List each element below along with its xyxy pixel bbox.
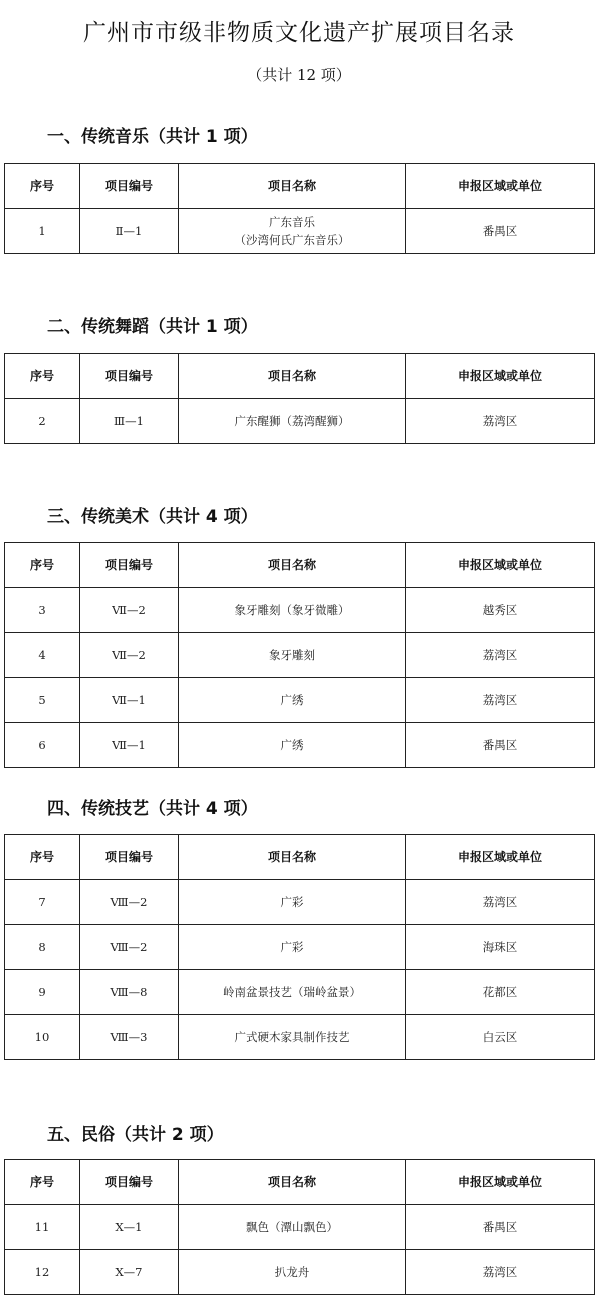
header-code: 项目编号 [80,835,179,880]
header-name: 项目名称 [179,1160,406,1205]
cell-name: 广东醒狮（荔湾醒狮） [179,399,406,444]
cell-name-sub: （沙湾何氏广东音乐） [234,233,350,247]
cell-name: 广彩 [179,880,406,925]
cell-serial: 11 [5,1205,80,1250]
cell-serial: 5 [5,678,80,723]
cell-name: 广绣 [179,678,406,723]
cell-code: Ⅷ—3 [80,1015,179,1060]
cell-unit: 荔湾区 [406,399,595,444]
header-serial: 序号 [5,543,80,588]
table-row [5,399,595,444]
cell-code: Ⅶ—2 [80,633,179,678]
table-traditional-music [4,163,595,254]
table-header-row [5,354,595,399]
cell-code: Ⅲ—1 [80,399,179,444]
cell-name: 广绣 [179,723,406,768]
cell-name: 广彩 [179,925,406,970]
table-header-row [5,164,595,209]
cell-unit: 荔湾区 [406,880,595,925]
cell-code: Ⅷ—8 [80,970,179,1015]
header-unit: 申报区域或单位 [406,543,595,588]
cell-name: 扒龙舟 [179,1250,406,1295]
header-unit: 申报区域或单位 [406,1160,595,1205]
header-serial: 序号 [5,354,80,399]
section-heading-traditional-art: 三、传统美术（共计 4 项） [47,507,258,527]
section-heading-traditional-craft: 四、传统技艺（共计 4 项） [47,799,258,819]
header-serial: 序号 [5,835,80,880]
cell-unit: 白云区 [406,1015,595,1060]
table-row [5,880,595,925]
table-header-row [5,1160,595,1205]
table-row [5,723,595,768]
cell-serial: 2 [5,399,80,444]
cell-code: Ⅷ—2 [80,880,179,925]
cell-code: Ⅶ—2 [80,588,179,633]
document-title: 广州市市级非物质文化遗产扩展项目名录 [83,20,515,46]
cell-name: 飘色（潭山飘色） [179,1205,406,1250]
cell-unit: 荔湾区 [406,633,595,678]
section-heading-traditional-music: 一、传统音乐（共计 1 项） [47,127,258,147]
table-row [5,678,595,723]
table-row [5,633,595,678]
cell-serial: 12 [5,1250,80,1295]
header-code: 项目编号 [80,543,179,588]
cell-name [179,209,406,254]
cell-name: 象牙雕刻 [179,633,406,678]
section-heading-folk-custom: 五、民俗（共计 2 项） [47,1125,224,1145]
cell-serial: 8 [5,925,80,970]
cell-unit: 荔湾区 [406,1250,595,1295]
header-code: 项目编号 [80,1160,179,1205]
cell-unit: 海珠区 [406,925,595,970]
table-header-row [5,835,595,880]
cell-code: Ⅹ—7 [80,1250,179,1295]
document-subtitle: （共计 12 项） [247,66,351,84]
table-row [5,1205,595,1250]
cell-name-main: 广东音乐 [269,215,315,229]
cell-unit: 番禺区 [406,723,595,768]
table-traditional-dance [4,353,595,444]
cell-code: Ⅷ—2 [80,925,179,970]
table-row [5,1015,595,1060]
cell-name: 岭南盆景技艺（瑞岭盆景） [179,970,406,1015]
cell-code: Ⅶ—1 [80,678,179,723]
cell-code: Ⅱ—1 [80,209,179,254]
table-row [5,970,595,1015]
header-name: 项目名称 [179,835,406,880]
header-serial: 序号 [5,164,80,209]
table-row [5,1250,595,1295]
header-unit: 申报区域或单位 [406,835,595,880]
cell-serial: 4 [5,633,80,678]
cell-unit: 荔湾区 [406,678,595,723]
cell-unit: 越秀区 [406,588,595,633]
header-name: 项目名称 [179,354,406,399]
cell-serial: 3 [5,588,80,633]
header-code: 项目编号 [80,164,179,209]
header-name: 项目名称 [179,543,406,588]
table-row [5,209,595,254]
section-heading-traditional-dance: 二、传统舞蹈（共计 1 项） [47,317,258,337]
cell-serial: 9 [5,970,80,1015]
cell-serial: 1 [5,209,80,254]
cell-serial: 6 [5,723,80,768]
table-traditional-art [4,542,595,768]
cell-serial: 10 [5,1015,80,1060]
cell-name: 象牙雕刻（象牙微雕） [179,588,406,633]
cell-unit: 花都区 [406,970,595,1015]
table-row [5,925,595,970]
header-unit: 申报区域或单位 [406,354,595,399]
table-row [5,588,595,633]
table-header-row [5,543,595,588]
table-traditional-craft [4,834,595,1060]
header-code: 项目编号 [80,354,179,399]
cell-code: Ⅶ—1 [80,723,179,768]
table-folk-custom [4,1159,595,1295]
header-unit: 申报区域或单位 [406,164,595,209]
header-name: 项目名称 [179,164,406,209]
cell-unit: 番禺区 [406,209,595,254]
cell-unit: 番禺区 [406,1205,595,1250]
cell-code: Ⅹ—1 [80,1205,179,1250]
header-serial: 序号 [5,1160,80,1205]
cell-name: 广式硬木家具制作技艺 [179,1015,406,1060]
cell-serial: 7 [5,880,80,925]
